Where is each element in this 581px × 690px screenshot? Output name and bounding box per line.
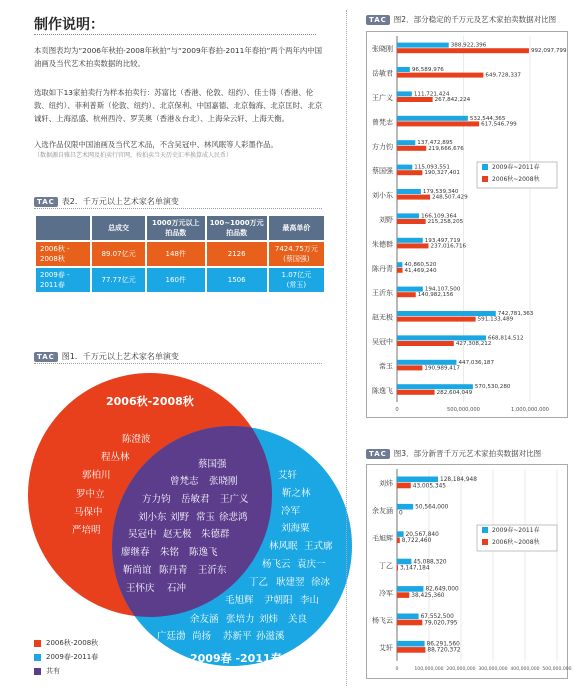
table-header-cell: 100~1000万元拍品数 [207,216,267,240]
bar-blue [397,262,402,267]
legend-label: 2006秋~2008秋 [492,539,540,546]
venn-artist-shared: 方力钧 [142,494,171,505]
bar-blue [397,91,412,96]
bar-blue [397,140,415,145]
x-tick-label: 200,000,000 [446,666,476,672]
value-label: 8,722,460 [401,538,432,545]
value-label: 194,107,500 [424,286,461,293]
x-tick-label: 400,000,000 [510,666,540,672]
chart3-section-title [366,448,541,459]
tac-badge: TAC [366,449,390,459]
venn-artist-right: 杨飞云 [262,559,291,570]
venn-artist-shared: 赵无极 [163,529,192,540]
value-label: 67,552,500 [420,614,454,621]
venn-artist-shared: 吴冠中 [128,529,157,540]
venn-title: 图1．千万元以上艺术家名单演变 [61,352,179,361]
table-cell-over10m: 148件 [147,242,205,266]
category-label: 艾轩 [379,644,393,653]
x-tick-label: 0 [395,666,399,672]
venn-artist-right: 余友涵 [190,614,219,625]
category-label: 蔡国强 [372,167,393,176]
legend-item-2009 [34,652,98,662]
bar-blue [397,614,419,620]
bar-orange [397,97,433,102]
value-label: 447,036,187 [458,359,495,366]
table-cell-total: 89.07亿元 [92,242,145,266]
venn-left-title: 2006秋-2008秋 [106,395,194,408]
category-label: 岳敏君 [372,69,393,78]
value-label: 166,109,364 [421,213,457,220]
bar-orange [397,317,476,322]
x-tick-label: 100,000,000 [414,666,444,672]
category-label: 毛旭辉 [372,534,393,543]
value-label: 41,469,240 [404,267,437,274]
bar-orange [397,538,400,544]
venn-artist-shared: 廖继春 [121,547,150,558]
venn-artist-shared: 陈丹青 [159,565,188,576]
table-cell-over10m: 160件 [147,268,205,292]
venn-artist-right: 丁乙 [249,577,269,588]
x-tick-label: 500,000,000 [542,666,572,672]
table-header-cell: 最高单价 [269,216,324,240]
value-label: 237,016,716 [430,243,467,250]
bar-blue [397,165,412,170]
value-label: 79,020,795 [424,620,458,627]
legend-label: 2009春-2011春 [46,653,99,661]
venn-artist-shared: 刘小东 [138,512,167,523]
bar-blue [397,238,423,243]
venn-artist-shared: 刘野 [170,512,190,523]
venn-artist-shared: 王沂东 [198,565,227,576]
legend-swatch [482,527,488,533]
value-label: 193,497,719 [424,237,461,244]
bar-orange [397,390,435,395]
legend-label: 2006秋~2008秋 [492,176,540,183]
bar-orange [397,146,426,151]
bar-orange [397,268,403,273]
table-header-cell: 总成交 [92,216,145,240]
venn-artist-shared: 曾梵志 [170,476,199,487]
category-label: 杨飞云 [372,616,393,625]
venn-artist-right: 袁庆一 [297,559,326,570]
value-label: 992,097,799 [530,48,567,55]
bar-blue [397,360,456,365]
value-label: 427,308,212 [455,341,492,347]
column-divider [346,10,347,686]
venn-artist-right: 尹朝阳 [264,595,293,606]
bar-blue [397,335,486,340]
bar-blue [397,116,468,121]
value-label: 248,507,429 [432,194,468,201]
category-label: 刘炜 [379,479,393,488]
value-label: 50,564,000 [415,504,449,511]
value-label: 137,472,895 [417,140,453,147]
legend-swatch [482,164,488,170]
value-label: 128,184,948 [440,477,477,484]
category-label: 刘野 [379,216,393,224]
category-label: 朱德群 [372,240,393,249]
bar-orange [397,483,411,489]
x-tick-label: 500,000,000 [446,407,481,413]
venn-artist-shared: 朱铭 [160,547,180,558]
intro-paragraph-1: 本页图表均为“2006年秋拍-2008年秋拍”与“2009年春拍-2011年春拍”两个两年内中国油画及当代艺术拍卖数据的比较。 [34,46,323,68]
bar-blue [397,311,496,316]
value-label: 20,567,840 [405,531,439,538]
bar-orange [397,219,426,224]
table-title: 表2．千万元以上艺术家名单演变 [61,197,179,206]
bar-orange [397,341,454,346]
bar-orange [397,620,422,626]
venn-artist-right: 孙滋溪 [256,631,285,642]
top-price: 7424.75万元 [274,245,318,253]
legend-item-shared [34,666,60,676]
venn-artist-right: 张培力 [226,614,255,625]
chart2-frame [366,31,568,418]
chart2-plot [367,32,567,417]
venn-artist-shared: 王广义 [220,494,249,505]
top-price-artist: (蔡国强) [283,255,310,263]
legend-swatch [34,654,41,661]
category-label: 冷军 [379,589,393,598]
table-cell-total: 77.77亿元 [92,268,145,292]
bar-blue [397,559,411,565]
legend-swatch [482,176,488,182]
category-label: 常玉 [379,362,393,371]
venn-artist-left: 程丛林 [101,452,130,463]
value-label: 86,291,560 [426,641,460,648]
value-label: 190,989,417 [424,365,460,372]
chart3-frame [366,464,572,679]
bar-blue [397,477,438,483]
value-label: 0 [399,510,403,517]
value-label: 668,814,512 [487,335,524,342]
bar-orange [397,170,422,175]
bar-orange [397,48,529,53]
value-label: 115,093,551 [414,164,450,171]
chart3-title: 图3．部分新晋千万元艺术家拍卖数据对比图 [393,449,542,458]
venn-artist-right: 林风眠 [269,541,298,552]
venn-artist-right: 冷军 [281,506,301,517]
bar-blue [397,67,410,72]
value-label: 111,721,424 [413,91,450,98]
bar-orange [397,121,479,126]
category-label: 方力钧 [372,142,393,151]
venn-artist-right: 尚扬 [192,631,212,642]
category-label: 陈丹青 [372,264,393,273]
venn-artist-shared: 石冲 [167,583,187,594]
category-label: 王沂东 [372,289,393,298]
venn-artist-right: 艾轩 [278,470,298,481]
tac-badge: TAC [34,352,58,362]
bar-orange [397,195,430,200]
intro-title: 制作说明： [34,17,104,33]
legend-label: 共有 [46,667,60,675]
venn-artist-right: 耿建翌 [276,577,305,588]
venn-artist-left: 陈澄波 [122,434,151,445]
category-label: 赵无极 [372,313,393,322]
chart3-plot [367,465,572,678]
venn-artist-shared: 常玉 [196,512,216,523]
venn-artist-right: 李山 [300,595,320,606]
venn-artist-right: 靳之林 [282,488,311,499]
venn-artist-right: 毛旭辉 [225,595,254,606]
legend-swatch [34,640,41,647]
bar-blue [397,531,404,537]
venn-artist-shared: 陈逸飞 [189,547,218,558]
value-label: 742,781,363 [497,311,534,317]
venn-artist-right: 苏新平 [223,631,252,642]
venn-artist-right: 刘炜 [259,614,279,625]
bar-orange [397,647,425,653]
value-label: 45,088,320 [413,559,447,566]
value-label: 190,327,401 [424,170,460,177]
value-label: 38,425,360 [411,592,445,599]
bar-orange [397,592,409,598]
value-label: 40,860,520 [404,262,437,269]
value-label: 140,982,156 [417,292,454,299]
category-label: 王广义 [372,94,393,102]
value-label: 96,589,976 [411,67,444,73]
bar-blue [397,189,421,194]
top-price-artist: (常玉) [286,281,307,289]
venn-artist-left: 郭柏川 [82,470,111,481]
venn-artist-left: 马保中 [74,507,103,518]
venn-artist-shared: 徐悲鸿 [219,512,248,523]
value-label: 82,649,000 [425,586,459,593]
value-label: 649,728,337 [485,72,522,79]
venn-artist-left: 严培明 [72,525,101,536]
value-label: 617,546,799 [481,121,517,128]
intro-source-note: （数据源自雅昌艺术网及拍卖行官网，按拍卖当天历史汇率换算成人民币） [34,152,233,159]
legend-item-2006 [34,638,98,648]
value-label: 219,666,676 [428,145,464,152]
bar-orange [397,73,483,78]
top-price: 1.07亿元 [281,271,312,279]
venn-artist-shared: 王怀庆 [126,583,155,594]
venn-artist-right: 刘海粟 [281,523,310,534]
category-label: 刘小东 [372,191,393,200]
tac-badge: TAC [366,15,390,25]
value-label: 88,720,372 [427,647,461,654]
venn-right-title: 2009春 -2011春 [190,652,282,665]
bar-blue [397,504,413,510]
intro-paragraph-3: 入选作品仅限中国油画及当代艺术品，不含吴冠中、林风眠等人彩墨作品。 [34,140,278,149]
bar-blue [397,287,423,292]
venn-artist-shared: 靳尚谊 [123,565,152,576]
chart2-title: 图2．部分稳定的千万元及艺术家拍卖数据对比图 [393,15,557,24]
bar-orange [397,292,416,297]
value-label: 215,258,205 [427,219,464,225]
venn-artist-shared: 朱德群 [201,529,230,540]
bar-blue [397,43,449,48]
tac-badge: TAC [34,197,58,207]
table-cell-between: 1506 [207,268,267,292]
category-label: 曾梵志 [372,118,393,127]
bar-orange [397,243,429,248]
venn-artist-shared: 张晓刚 [209,476,238,487]
value-label: 179,539,340 [422,189,459,195]
venn-artist-left: 罗中立 [76,489,105,500]
value-label: 282,604,049 [436,389,473,396]
category-label: 丁乙 [379,561,393,570]
category-label: 张晓刚 [372,45,393,54]
x-tick-label: 0 [395,407,399,413]
bar-orange [397,365,422,370]
table-cell-between: 2126 [207,242,267,266]
bar-blue [397,213,419,218]
category-label: 余友涵 [372,507,393,516]
intro-paragraph-2: 选取如下13家拍卖行为样本拍卖行：苏富比（香港、伦敦、纽约）、佳士得（香港、伦敦、纽约）、菲利普斯（伦敦、纽约）、北京保利、中国嘉德、北京翰海、北京匡时、北京诚轩、上海泓盛、杭州西泠、罗芙奥（香港＆台北）、上海朵云轩、上海天衡。 [34,88,323,123]
table-header-cell: 1000万元以上拍品数 [147,216,205,240]
legend-label: 2006秋-2008秋 [46,639,99,647]
value-label: 532,544,365 [469,115,506,122]
chart2-section-title [366,14,556,25]
x-tick-label: 1,000,000,000 [511,407,549,413]
value-label: 3,147,184 [400,565,430,572]
venn-artist-shared: 岳敏君 [181,494,210,505]
venn-artist-right: 王式廓 [304,541,333,552]
category-label: 陈逸飞 [372,386,393,395]
bar-blue [397,641,425,647]
category-label: 吴冠中 [372,338,393,346]
venn-artist-right: 关良 [288,614,308,625]
venn-artist-right: 广廷渤 [157,631,186,642]
venn-artist-right: 徐冰 [311,577,331,588]
x-tick-label: 300,000,000 [478,666,508,672]
table-cell-period: 2009春 - 2011春 [36,268,90,292]
value-label: 388,922,396 [450,42,487,49]
legend-swatch [34,668,41,675]
bar-blue [397,586,423,592]
value-label: 591,133,489 [477,316,514,323]
venn-artist-shared: 蔡国强 [198,459,227,470]
value-label: 43,005,345 [412,483,446,490]
bar-orange [397,565,398,571]
value-label: 570,530,280 [474,384,511,391]
table-cell-period: 2006秋 - 2008秋 [36,242,90,266]
bar-blue [397,384,473,389]
value-label: 267,842,224 [434,97,471,103]
legend-label: 2009春~2011春 [492,164,540,171]
legend-swatch [482,539,488,545]
legend-label: 2009春~2011春 [492,527,540,534]
